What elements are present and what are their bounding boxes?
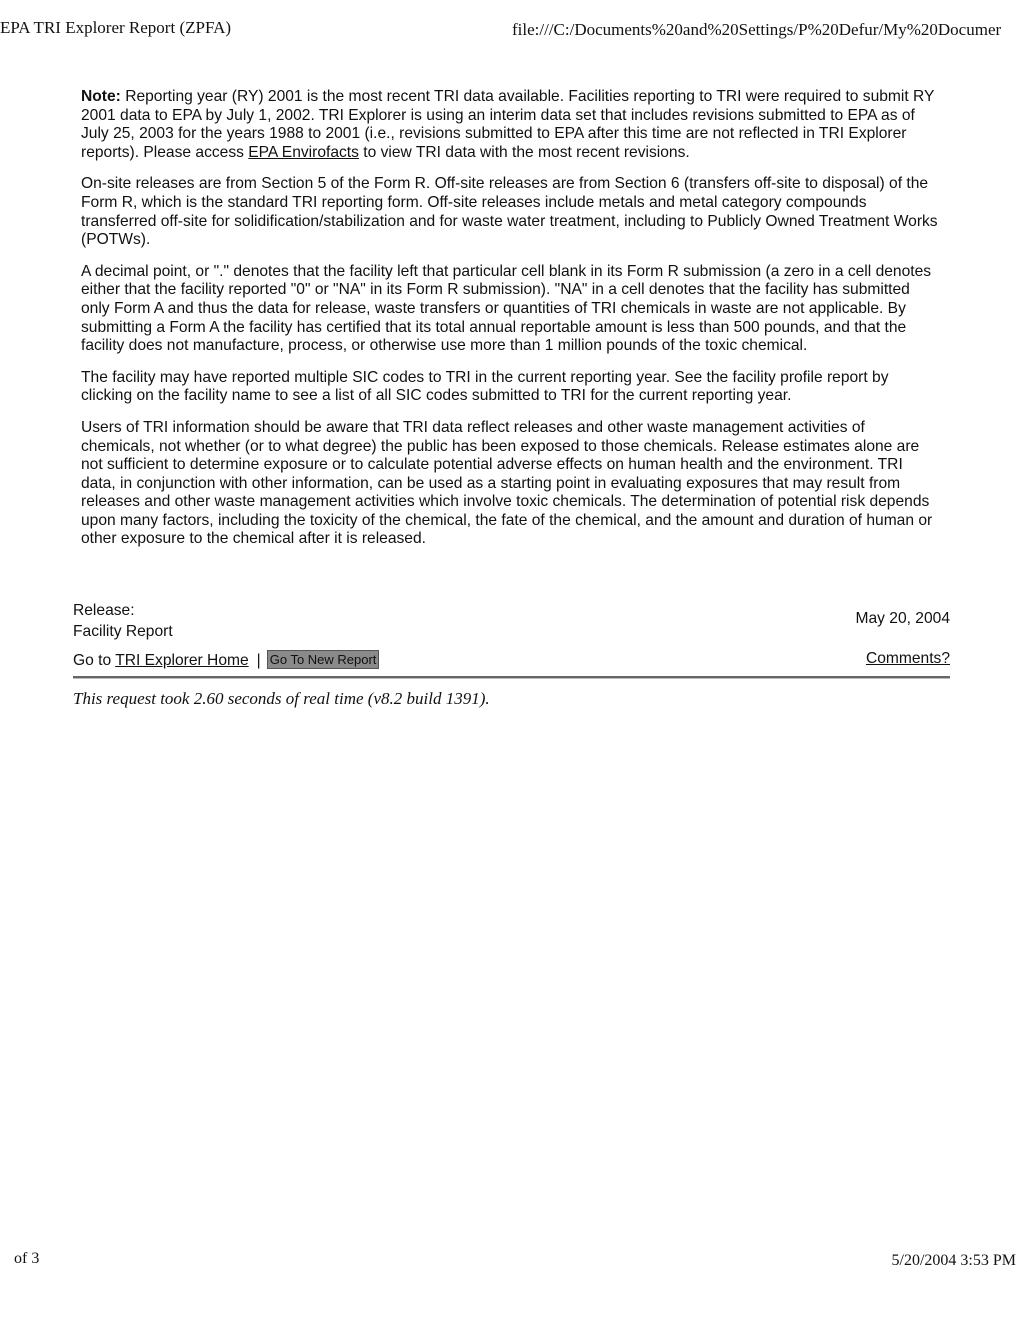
report-type: Facility Report — [73, 623, 173, 640]
nav-separator: | — [256, 652, 261, 669]
footer-nav — [73, 646, 950, 670]
print-timestamp: 5/20/2004 3:53 PM — [891, 1252, 1016, 1269]
note-paragraph — [81, 88, 941, 162]
tri-explorer-home-link[interactable]: TRI Explorer Home — [115, 652, 249, 669]
comments-link[interactable]: Comments? — [865, 650, 950, 667]
onsite-releases-paragraph: On-site releases are from Section 5 of the Form R. Off-site releases are from Section 6 (transfers off-site to disposal) of the Form R, which is the standard TRI reporting form. Off-site releases include metals and metal category compounds transferred off-site for solidification/stabilization and for waste water treatment, including to Publicly Owned Treatment Works (POTWs). — [81, 175, 938, 249]
sic-codes-paragraph: The facility may have reported multiple SIC codes to TRI in the current reporting year. See the facility profile report by clicking on the facility name to see a list of all SIC codes submitted to TRI for the current reporting year. — [81, 368, 889, 405]
notes-section — [81, 88, 941, 562]
users-notice-paragraph: Users of TRI information should be aware that TRI data reflect releases and other waste management activities of chemicals, not whether (or to what degree) the public has been exposed to those chemicals. Release estimates alone are not sufficient to determine exposure or to calculate potential adverse effects on human health and the environment. TRI data, in conjunction with other information, can be used as a starting point in evaluating exposures that may result from releases and other waste management activities which involve toxic chemicals. The determination of potential risk depends upon many factors, including the toxicity of the chemical, the fate of the chemical, and the amount and duration of human or other exposure to the chemical after it is released. — [81, 418, 933, 548]
decimal-point-paragraph: A decimal point, or "." denotes that the facility left that particular cell blank in its Form R submission (a zero in a cell denotes either that the facility reported "0" or "NA" in its Form R submission). "NA" in a cell denotes that the facility has submitted only Form A and thus the data for release, waste transfers or quantities of TRI chemicals in waste are not applicable. By submitting a Form A the facility has certified that its total annual reportable amount is less than 500 pounds, and that the facility does not manufacture, process, or otherwise use more than 1 million pounds of the toxic chemical. — [81, 262, 932, 355]
release-date: May 20, 2004 — [855, 610, 950, 627]
go-to-new-report-button[interactable]: Go To New Report — [267, 650, 380, 669]
horizontal-rule — [73, 676, 950, 679]
print-footer — [0, 1250, 1020, 1274]
note-text-2: to view TRI data with the most recent revisions. — [358, 143, 690, 161]
release-row — [73, 600, 950, 627]
note-label: Note: — [81, 88, 121, 105]
request-timing-text: This request took 2.60 seconds of real time (v8.2 build 1391). — [73, 689, 490, 708]
print-header — [0, 18, 1020, 42]
envirofacts-link[interactable]: EPA Envirofacts — [248, 143, 359, 161]
release-label: Release: — [73, 602, 135, 619]
page-count: of 3 — [14, 1250, 40, 1267]
print-header-url: file:///C:/Documents%20and%20Settings/P%20Defur/My%20Documer — [512, 20, 1002, 39]
footer-nav-left — [73, 650, 379, 671]
report-footer — [73, 600, 950, 670]
goto-prefix: Go to — [73, 652, 116, 669]
note-text-1: Reporting year (RY) 2001 is the most recent TRI data available. Facilities reporting to TRI were required to submit RY 2001 data to EPA by July 1, 2002. TRI Explorer is using an interim data set that includes revisions submitted to EPA as of July 25, 2003 for the years 1988 to 2001 (i.e., revisions submitted to EPA after this time are not reflected in TRI Explorer reports). Please access — [81, 88, 935, 161]
print-header-title: EPA TRI Explorer Report (ZPFA) — [0, 18, 232, 37]
report-type-row — [73, 621, 950, 642]
